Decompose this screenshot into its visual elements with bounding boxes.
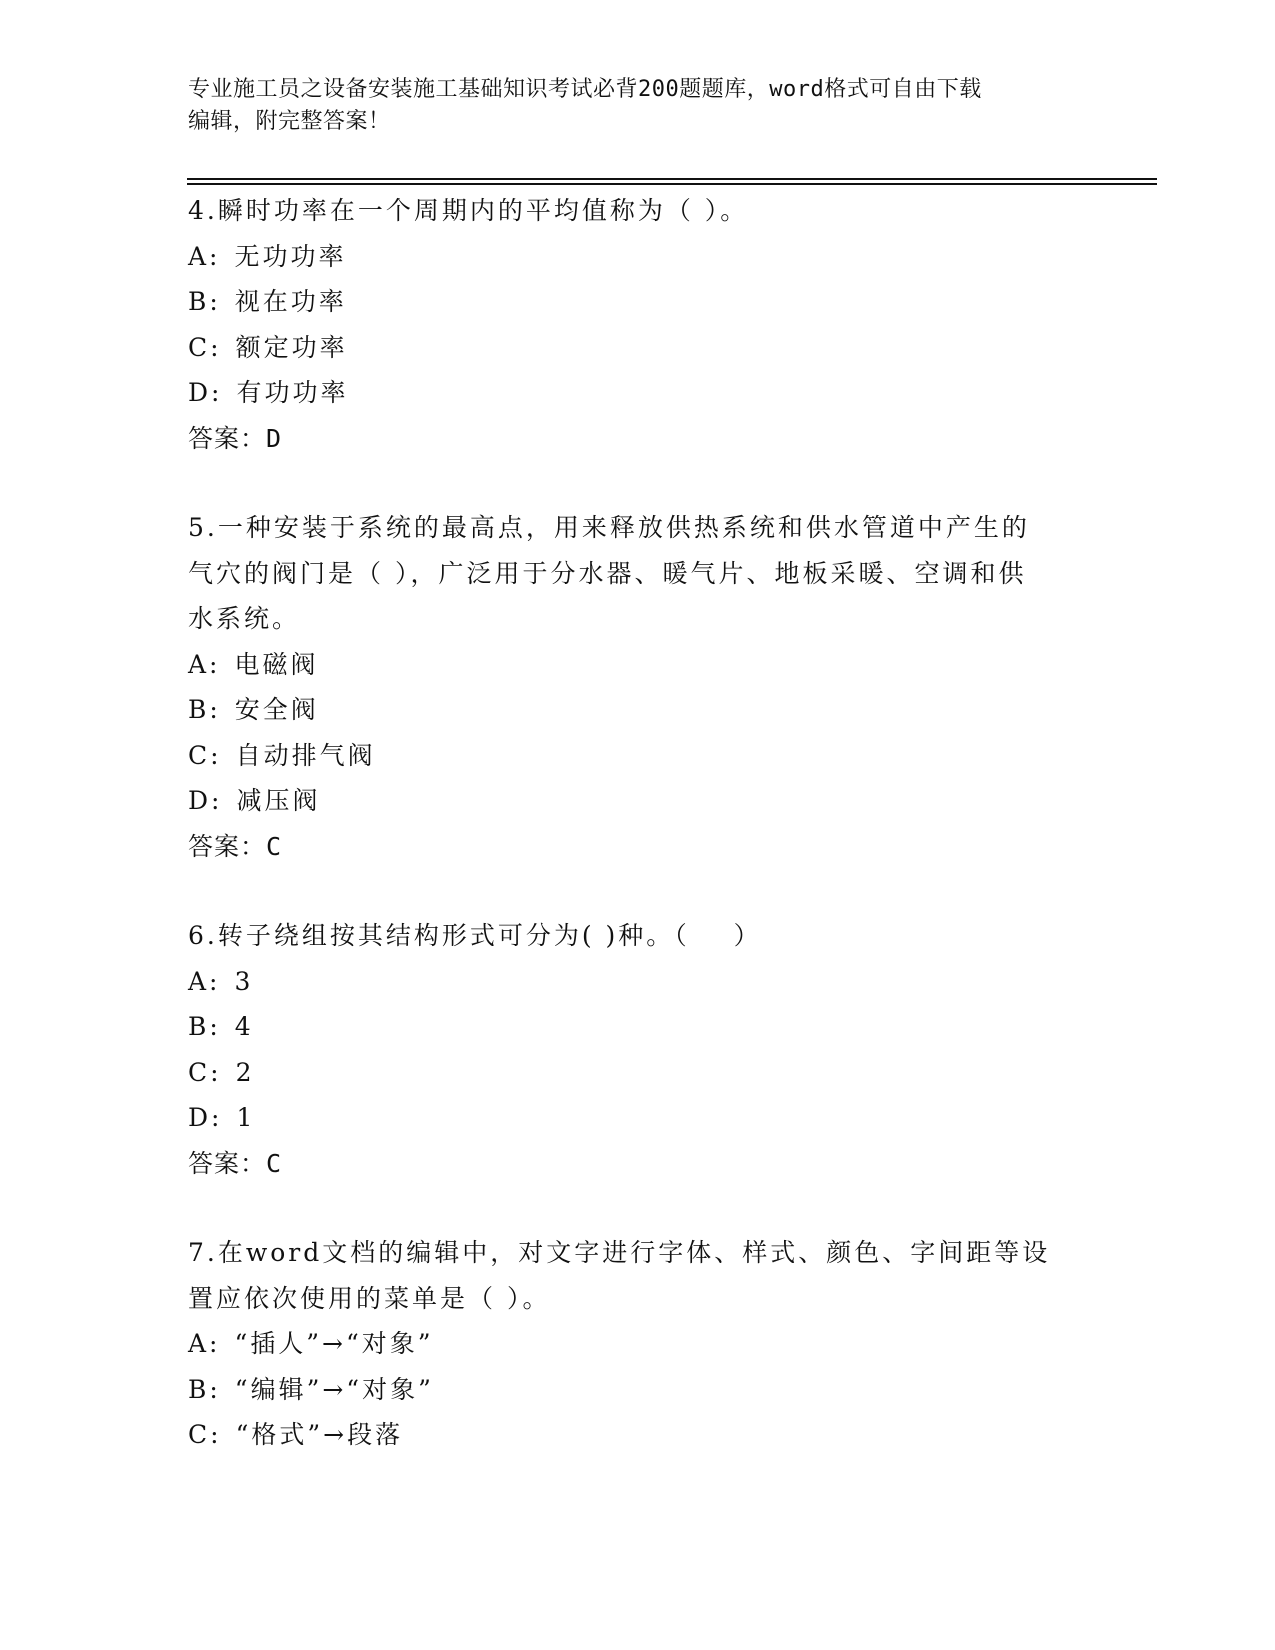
option-key: A: <box>188 649 221 679</box>
question-item <box>188 913 1088 1186</box>
question-text-line: 7.在word文档的编辑中，对文字进行字体、样式、颜色、字间距等设 <box>188 1238 1051 1267</box>
question-text-line: 气穴的阀门是（ ），广泛用于分水器、暖气片、地板采暖、空调和供 <box>188 558 1027 588</box>
option-key: A: <box>188 1329 221 1358</box>
option-a <box>188 234 1088 280</box>
answer-value: C <box>266 831 283 861</box>
option-d <box>188 778 1088 824</box>
option-value: 有功功率 <box>236 378 349 407</box>
option-key: B: <box>188 287 221 316</box>
option-b <box>188 1367 1088 1413</box>
option-key: C: <box>188 1420 222 1449</box>
option-b <box>188 687 1088 733</box>
header-title-line-1: 专业施工员之设备安装施工基础知识考试必背200题题库，word格式可自由下载 <box>188 77 982 102</box>
option-value: 减压阀 <box>236 786 321 815</box>
option-c <box>188 1412 1088 1458</box>
option-a <box>188 959 1088 1005</box>
option-value: 3 <box>234 966 254 996</box>
answer-line <box>188 416 1088 462</box>
option-key: D: <box>188 786 223 815</box>
question-text-line: 5.一种安装于系统的最高点，用来释放供热系统和供水管道中产生的 <box>188 513 1030 542</box>
option-value: “格式”→段落 <box>235 1420 404 1449</box>
question-text-line: 4.瞬时功率在一个周期内的平均值称为（ ）。 <box>188 196 749 225</box>
answer-line <box>188 1141 1088 1187</box>
answer-value: C <box>266 1148 283 1178</box>
question-text-line: 水系统。 <box>188 604 301 633</box>
header-title-line-2: 编辑，附完整答案！ <box>188 109 391 134</box>
option-value: “插人”→“对象” <box>234 1329 434 1358</box>
question-item <box>188 188 1088 461</box>
question-list <box>188 188 1088 1458</box>
option-key: C: <box>188 740 222 770</box>
question-text <box>188 913 1088 959</box>
option-value: 无功功率 <box>234 241 347 271</box>
question-text-line: 置应依次使用的菜单是（ ）。 <box>188 1283 551 1313</box>
question-item <box>188 505 1088 869</box>
question-text <box>188 1230 1088 1321</box>
option-value: 自动排气阀 <box>235 740 376 770</box>
question-text-line: 6.转子绕组按其结构形式可分为( )种。（ ） <box>188 921 762 950</box>
header-divider-top <box>187 178 1157 180</box>
question-item <box>188 1230 1088 1458</box>
option-a <box>188 1321 1088 1367</box>
answer-label: 答案： <box>188 423 267 453</box>
option-d <box>188 370 1088 416</box>
option-d <box>188 1095 1088 1141</box>
answer-value: D <box>266 423 283 453</box>
option-value: 额定功率 <box>235 332 348 362</box>
question-text <box>188 505 1088 642</box>
question-text <box>188 188 1088 234</box>
answer-label: 答案： <box>188 831 267 861</box>
option-key: A: <box>188 241 221 271</box>
document-header <box>188 74 1088 138</box>
option-c <box>188 733 1088 779</box>
option-value: 2 <box>235 1057 255 1087</box>
option-a <box>188 642 1088 688</box>
option-value: 1 <box>236 1103 256 1132</box>
option-key: D: <box>188 1103 223 1132</box>
option-key: A: <box>188 966 221 996</box>
option-c <box>188 1050 1088 1096</box>
option-key: B: <box>188 695 221 724</box>
option-key: C: <box>188 1057 222 1087</box>
option-value: 视在功率 <box>234 287 347 316</box>
option-key: C: <box>188 332 222 362</box>
option-b <box>188 1004 1088 1050</box>
option-key: B: <box>188 1012 221 1041</box>
option-c <box>188 325 1088 371</box>
option-value: 4 <box>234 1012 254 1041</box>
option-value: 电磁阀 <box>234 649 319 679</box>
answer-line <box>188 824 1088 870</box>
option-key: D: <box>188 378 223 407</box>
option-key: B: <box>188 1374 221 1404</box>
option-value: 安全阀 <box>234 695 319 724</box>
answer-label: 答案： <box>188 1148 267 1178</box>
option-b <box>188 279 1088 325</box>
option-value: “编辑”→“对象” <box>234 1374 434 1404</box>
header-divider-bottom <box>187 183 1157 185</box>
